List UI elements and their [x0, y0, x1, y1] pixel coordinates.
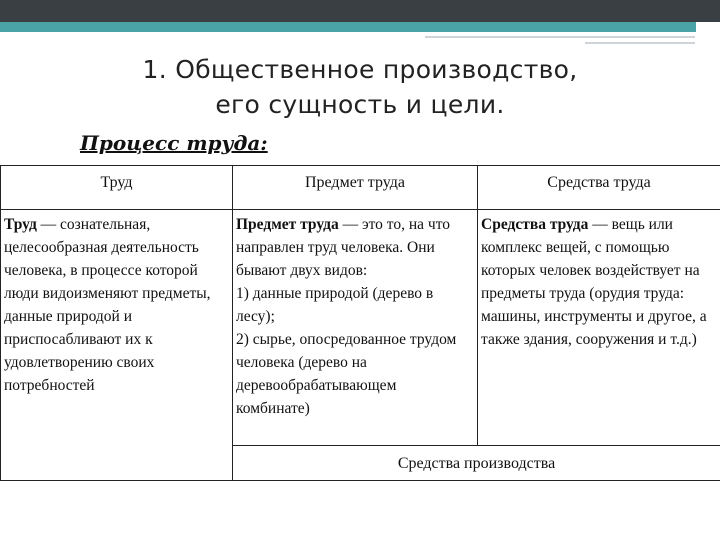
object-item-1: 1) данные природой (дерево в лесу); — [236, 285, 434, 325]
object-text: — это то, на что направлен труд человека. Они бывают двух видов: — [236, 216, 451, 279]
header-labor: Труд — [1, 166, 233, 210]
header-means-of-labor: Средства труда — [478, 166, 720, 210]
object-item-2: 2) сырье, опосредованное трудом человека (дерево на деревообрабатывающем комбинате) — [236, 331, 457, 417]
slide-title-line1: 1. Общественное производство, — [142, 55, 578, 84]
table-header-row — [1, 166, 720, 210]
means-text: — вещь или комплекс вещей, с помощью которых человек воздействует на предметы труда (орудия труда: машины, инструменты и другое, а также здания, сооружения и т.д.) — [481, 216, 707, 348]
footer-means-of-production: Средства производства — [233, 446, 720, 481]
cell-means-definition — [478, 210, 720, 446]
decor-lines — [425, 36, 695, 46]
teal-accent-stripe — [0, 22, 696, 32]
table-body-row — [1, 210, 720, 446]
slide-title-line2: его сущность и цели. — [215, 90, 505, 119]
term-means-of-labor: Средства труда — [481, 216, 589, 233]
cell-labor-definition — [1, 210, 233, 481]
slide-title — [90, 52, 630, 122]
term-labor: Труд — [4, 216, 37, 233]
labor-process-table — [0, 165, 720, 481]
term-object-of-labor: Предмет труда — [236, 216, 339, 233]
cell-object-definition — [233, 210, 478, 446]
header-object-of-labor: Предмет труда — [233, 166, 478, 210]
slide-subtitle: Процесс труда: — [80, 131, 268, 155]
labor-text: — сознательная, целесообразная деятельность человека, в процессе которой люди видоизменяют предметы, данные природой и приспосабливают их к удовлетворению своих потребностей — [4, 216, 211, 394]
top-decor-band — [0, 0, 720, 22]
